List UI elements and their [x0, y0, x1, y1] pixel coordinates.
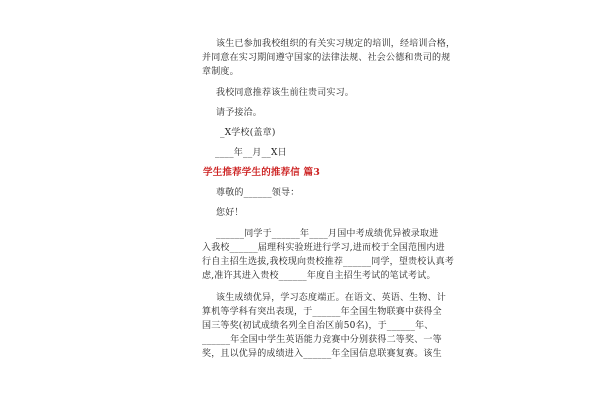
section-heading: 学生推荐学生的推荐信 篇3 [203, 167, 321, 178]
closing-line: 请予接洽。 [216, 108, 263, 118]
paragraph-line: ______同学于______年____月国中考成绩优异被录取进 [216, 229, 439, 239]
paragraph-line: 入我校______届理科实验班进行学习,进而校于全国范围内进 [202, 243, 445, 253]
date-line: ____年__月__X日 [215, 148, 287, 158]
greeting: 您好！ [216, 208, 244, 218]
paragraph-line: 该生已参加我校组织的有关实习规定的培训，经培训合格， [216, 39, 456, 49]
paragraph-line: 该生成绩优异，学习态度端正。在语文、英语、生物、计 [216, 293, 447, 303]
paragraph-line: 行自主招生选拔,我校现向贵校推荐______同学，望贵校认真考 [202, 257, 455, 267]
paragraph-line: 算机等学科有突出表现，于______年全国生物联赛中获得全 [202, 307, 442, 317]
paragraph-line: ______年全国中学生英语能力竞赛中分别获得二等奖、一等 [202, 335, 442, 345]
salutation: 尊敬的______领导： [216, 188, 300, 198]
paragraph-line: 章制度。 [202, 67, 239, 77]
paragraph-line: 奖，且以优异的成绩进入______年全国信息联赛复赛。该生 [202, 349, 442, 359]
paragraph-line: 我校同意推荐该生前往贵司实习。 [216, 88, 355, 98]
paragraph-line: 并同意在实习期间遵守国家的法律法规、社会公德和贵司的规 [202, 53, 451, 63]
school-seal-line: _X学校(盖章) [220, 128, 276, 138]
paragraph-line: 国三等奖(初试成绩名列全自治区前50名)，于______年、 [202, 321, 434, 331]
paragraph-line: 虑,准许其进入贵校______年度自主招生考试的笔试考试。 [202, 271, 436, 281]
